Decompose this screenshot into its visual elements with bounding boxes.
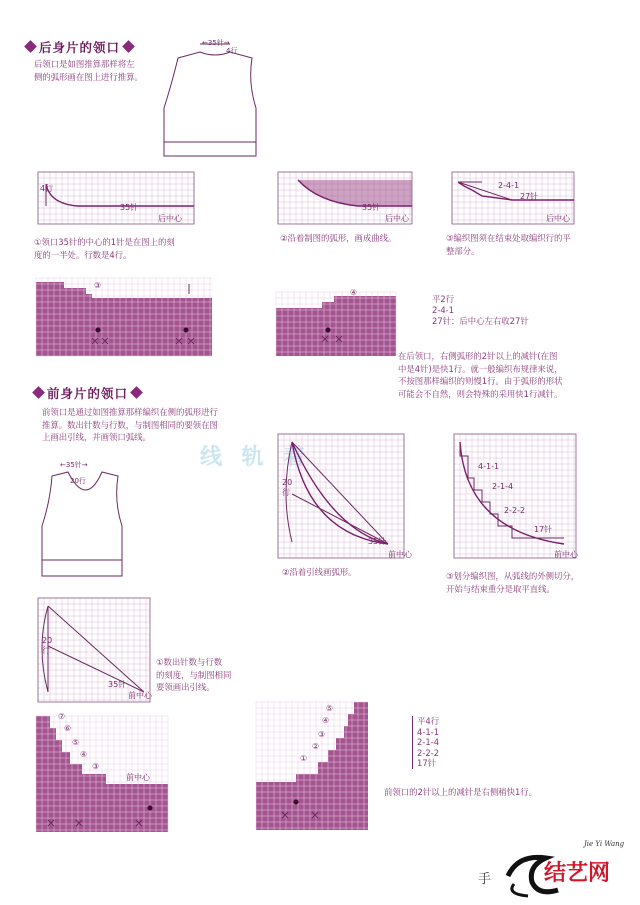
diamond-icon (130, 386, 143, 399)
front-g3-sts: 17针 (534, 525, 553, 534)
back-vest-rows: 4行 (226, 47, 238, 55)
front-decrease-schedule: 平4行 4-1-1 2-1-4 2-2-2 17针 (412, 716, 439, 769)
front-chart-center: 前中心 (126, 773, 150, 782)
back-g3-center: 后中心 (546, 214, 570, 223)
back-chart-1-mark: ③ (94, 281, 102, 290)
front-draft-grid-1 (38, 598, 150, 702)
front-neckline-heading: 前身片的领口 (30, 384, 145, 402)
site-logo: Jie Yi Wang 结艺网 (498, 836, 638, 902)
page-character: 手 (478, 872, 492, 887)
front-note-3: ③划分编织图，从弧线的外侧切分， 开始与结束重分是取平直线。 (446, 571, 580, 594)
back-decrease-schedule: 平2行 2-4-1 27针：后中心左右收27针 (432, 294, 529, 326)
back-g1-sts: 35针 (120, 203, 139, 212)
front-g1-center: 前中心 (128, 691, 152, 700)
front-intro: 前领口是通过如图推算那样编织在侧的弧形进行 推算。数出针数与行数，与制图相同的要领在图 上画出引线，并画领口弧线。 (42, 407, 218, 442)
front-vest-width: ←35针→ (60, 461, 88, 469)
back-note-2: ②沿着制图的弧形，画成曲线。 (280, 233, 397, 243)
front-knitting-chart-2 (256, 702, 368, 830)
back-note-1: ①领口35针的中心的1针是在图上的刻 度的一半处。行数是4行。 (34, 237, 175, 260)
front-chart-2-mark-4: ② (312, 742, 320, 751)
front-chart-1-mark-1: ⑦ (58, 712, 66, 721)
front-g3-center: 前中心 (554, 550, 578, 559)
grid-lines (276, 292, 396, 356)
back-chart-2-mark: ④ (350, 288, 358, 297)
back-g2-center: 后中心 (385, 214, 409, 223)
front-g2-rows: 20行 (282, 478, 293, 497)
back-g2-sts: 35针 (362, 203, 381, 212)
front-chart-1-mark-5: ③ (92, 762, 100, 771)
back-neckline-heading: 后身片的领口 (22, 38, 137, 56)
front-note-1: ①数出针数与行数 的刻度，与制图相同 要领画出引线。 (156, 657, 232, 692)
grid-lines (454, 434, 576, 558)
back-note-3: ③编织图须在结束处取编织行的平 整部分。 (446, 233, 571, 256)
front-g3-rule-3: 2-2-2 (504, 506, 526, 515)
back-g1-rows: 4行 (40, 184, 54, 193)
front-g1-sts: 35针 (108, 680, 127, 689)
front-chart-1-mark-4: ④ (80, 750, 88, 759)
back-vest-width: ←35针→ (202, 39, 230, 47)
front-g1-rows: 20行 (42, 636, 53, 655)
front-chart-2-mark-2: ④ (322, 716, 330, 725)
front-g3-rule-2: 2-1-4 (492, 482, 514, 491)
back-g3-rule: 2-4-1 (498, 181, 520, 190)
back-knitting-chart-1 (36, 278, 212, 356)
front-note-2: ②沿着引线画弧形。 (282, 567, 357, 577)
front-chart-2-mark-1: ⑤ (326, 704, 334, 713)
front-chart-1-mark-3: ⑤ (72, 738, 80, 747)
back-g1-center: 后中心 (158, 214, 182, 223)
back-knitting-chart-2 (276, 292, 396, 356)
diamond-icon (24, 40, 37, 53)
diamond-icon (32, 386, 45, 399)
back-vest-outline (160, 38, 270, 160)
front-vest-rows: 20行 (70, 477, 86, 485)
front-g3-rule-1: 4-1-1 (478, 462, 500, 471)
front-chart-1-mark-2: ⑥ (64, 724, 72, 733)
front-chart-2-mark-3: ③ (318, 730, 326, 739)
front-g2-sts: 35针 (368, 537, 387, 546)
diamond-icon (122, 40, 135, 53)
front-draft-grid-3 (454, 434, 576, 558)
back-intro: 后领口是如图推算那样将左 侧的弧形画在图上进行推算。 (34, 59, 143, 82)
front-explanation: 前领口的2针以上的减针是右侧稍快1行。 (384, 787, 538, 797)
back-g3-sts: 27针 (520, 192, 539, 201)
front-chart-2-mark-5: ① (300, 754, 308, 763)
back-explanation: 在后领口，右侧弧形的2针以上的减针(在图 中是4针)是快1行。就一般编织布规律来说， 不按图那样编织的则慢1行。由于弧形的形状 可能会不自然，则会特殊的采用快1行减针。 (398, 351, 563, 399)
front-g2-center: 前中心 (388, 550, 412, 559)
watermark: 线 轨 着 (200, 444, 312, 470)
